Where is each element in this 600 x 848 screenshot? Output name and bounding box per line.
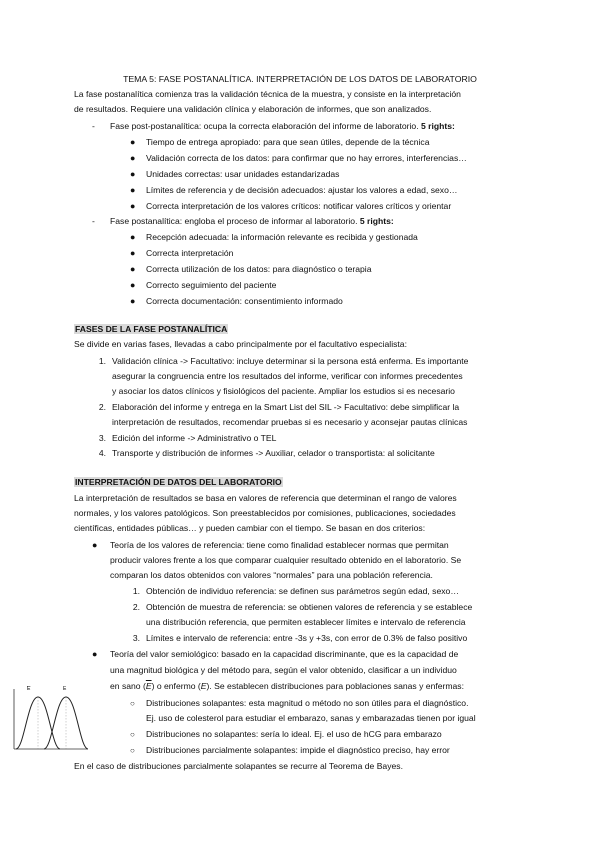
figure-label-sano: E xyxy=(27,686,31,692)
numbered-item-cont: asegurar la congruencia entre los resultados del informe, verificar con informes precedentes xyxy=(112,371,463,381)
fases-intro: Se divide en varias fases, llevadas a cabo principalmente por el facultativo especialista: xyxy=(74,339,407,349)
bullet-icon: ● xyxy=(92,649,98,659)
conclusion: En el caso de distribuciones parcialmente solapantes se recurre al Teorema de Bayes. xyxy=(74,761,403,771)
enfermo-symbol: E xyxy=(200,681,207,691)
rights-label: 5 rights: xyxy=(421,121,455,131)
dash-marker: - xyxy=(92,216,95,226)
bullet-icon: ● xyxy=(130,201,136,211)
page-title: TEMA 5: FASE POSTANALÍTICA. INTERPRETACIÓN DE LOS DATOS DE LABORATORIO xyxy=(123,74,477,84)
bullet-icon: ● xyxy=(130,280,136,290)
intro-line: de resultados. Requiere una validación clínica y elaboración de informes, que son analizados. xyxy=(74,104,432,114)
sick-distribution-curve xyxy=(44,697,88,749)
circle-bullet-icon: ○ xyxy=(130,746,135,755)
numbered-item-cont: interpretación de resultados, recomendar pruebas si es necesario y aconsejar pautas clínicas xyxy=(112,417,468,427)
numbered-item-cont: y asociar los datos clínicos y fisiológicos del paciente. Ampliar los estudios si es necesario xyxy=(112,386,455,396)
bullet-icon: ● xyxy=(92,540,98,550)
distribution-figure xyxy=(8,683,90,755)
circle-bullet-icon: ○ xyxy=(130,730,135,739)
bullet-icon: ● xyxy=(130,264,136,274)
dash-marker: - xyxy=(92,121,95,131)
bullet-icon: ● xyxy=(130,169,136,179)
sano-symbol: $\overline{E}$ xyxy=(145,681,152,691)
section-heading-interpretacion: INTERPRETACIÓN DE DATOS DEL LABORATORIO xyxy=(75,477,282,487)
document-page: TEMA 5: FASE POSTANALÍTICA. INTERPRETACIÓN DE LOS DATOS DE LABORATORIO La fase postanalítica comienza tras la validación técnica de la muestra, y consiste en la interpretación de resultados. Requiere una validación clínica y elaboración de informes, que son analizados. - Fase post-postanalítica: ocupa la correcta elaboración del informe de laboratorio. 5 rights: ● Tiempo de entrega apropiado: para que sean útiles, depende de la técnica ● Validación correcta de los datos: para confirmar que no hay errores, interferencias… ● Unidades correctas: usar unidades estandarizadas ● Límites de referencia y de decisión adecuados: ajustar los valores a edad, sexo… ● Correcta interpretación de los valores críticos: notificar valores críticos y orientar - Fase postanalítica: engloba el proceso de informar al laboratorio. 5 rights: ● Recepción adecuada: la información relevante es recibida y gestionada ● Correcta interpretación ● Correcta utilización de los datos: para diagnóstico o terapia ● Correcto seguimiento del paciente ● Correcta documentación: consentimiento informado FASES DE LA FASE POSTANALÍTICA Se divide en varias fases, llevadas a cabo principalmente por el facultativo especialista: 1. Validación clínica -> Facultativo: incluye determinar si la persona está enferma. Es importante asegurar la congruencia entre los resultados del informe, verificar con informes precedentes y asociar los datos clínicos y fisiológicos del paciente. Ampliar los estudios si es necesario 2. Elaboración del informe y entrega en la Smart List del SIL -> Facultativo: debe simplificar la interpretación de resultados, recomendar pruebas si es necesario y aconsejar pautas clínicas 3. Edición del informe -> Administrativo o TEL 4. Transporte y distribución de informes -> Auxiliar, celador o transportista: al solicitante INTERPRETACIÓN DE DATOS DEL LABORATORIO La interpretación de resultados se basa en valores de referencia que determinan el rango de valores normales, y los valores patológicos. Son preestablecidos por comisiones, publicaciones, sociedades científicas, entidades públicas… y pueden cambiar con el tiempo. Se basan en dos criterios: ● Teoría de los valores de referencia: tiene como finalidad establecer normas que permitan producir valores frente a los que comparar cualquier resultado obtenido en el laboratorio. Se comparan los datos obtenidos con valores “normales” para una población referencia. 1. Obtención de individuo referencia: se definen sus parámetros según edad, sexo… 2. Obtención de muestra de referencia: se obtienen valores de referencia y se establece una distribución referencia, que permiten establecer límites e intervalo de referencia 3. Límites e intervalo de referencia: entre -3s y +3s, con error de 0.3% de falso positivo ● Teoría del valor semiológico: basado en la capacidad discriminante, que es la capacidad de una magnitud biológica y del método para, según el valor obtenido, clasificar a un individuo en sano $(\overline{E})$ o enfermo (E). Se establecen distribuciones para poblaciones sanas y enfermas: ○ Distribuciones solapantes: esta magnitud o método no son útiles para el diagnóstico. Ej. uso de colesterol para estudiar el embarazo, sanas y embarazadas tienen por igual ○ Distribuciones no solapantes: sería lo ideal. Ej. el uso de hCG para embarazo ○ Distribuciones parcialmente solapantes: impide el diagnóstico preciso, hay error En el caso de distribuciones parcialmente solapantes se recurre al Teorema de Bayes. E E xyxy=(0,0,600,848)
bullet-icon: ● xyxy=(130,185,136,195)
bullet-icon: ● xyxy=(130,153,136,163)
healthy-distribution-curve xyxy=(16,697,60,749)
figure-label-enfermo: E xyxy=(63,686,67,692)
list-item-cont: una magnitud biológica y del método para, según el valor obtenido, clasificar a un individuo xyxy=(110,665,457,675)
interpretacion-intro: La interpretación de resultados se basa en valores de referencia que determinan el rango de valores xyxy=(74,493,457,503)
numbered-item-cont: una distribución referencia, que permiten establecer límites e intervalo de referencia xyxy=(146,617,466,627)
postanalitica-text: Fase postanalítica: engloba el proceso de informar al laboratorio. xyxy=(110,216,358,226)
circle-bullet-icon: ○ xyxy=(130,699,135,708)
interpretacion-intro: normales, y los valores patológicos. Son preestablecidos por comisiones, publicaciones, sociedades xyxy=(74,508,456,518)
interpretacion-intro: científicas, entidades públicas… y pueden cambiar con el tiempo. Se basan en dos criterios: xyxy=(74,523,426,533)
section-heading-fases: FASES DE LA FASE POSTANALÍTICA xyxy=(75,324,228,334)
bullet-icon: ● xyxy=(130,296,136,306)
bullet-icon: ● xyxy=(130,248,136,258)
bullet-icon: ● xyxy=(130,232,136,242)
intro-line: La fase postanalítica comienza tras la validación técnica de la muestra, y consiste en la interpretación xyxy=(74,89,461,99)
post-postanalitica-text: Fase post-postanalítica: ocupa la correcta elaboración del informe de laboratorio. xyxy=(110,121,419,131)
list-item-cont: producir valores frente a los que comparar cualquier resultado obtenido en el laboratorio. Se xyxy=(110,555,462,565)
bullet-icon: ● xyxy=(130,137,136,147)
list-item-cont: comparan los datos obtenidos con valores “normales” para una población referencia. xyxy=(110,570,433,580)
list-item-cont: en sano $(\overline{E})$ o enfermo (E). Se establecen distribuciones para poblaciones sanas y enfermas: xyxy=(110,681,464,691)
list-item-cont: Ej. uso de colesterol para estudiar el embarazo, sanas y embarazadas tienen por igual xyxy=(146,713,476,723)
rights-label: 5 rights: xyxy=(359,216,394,226)
